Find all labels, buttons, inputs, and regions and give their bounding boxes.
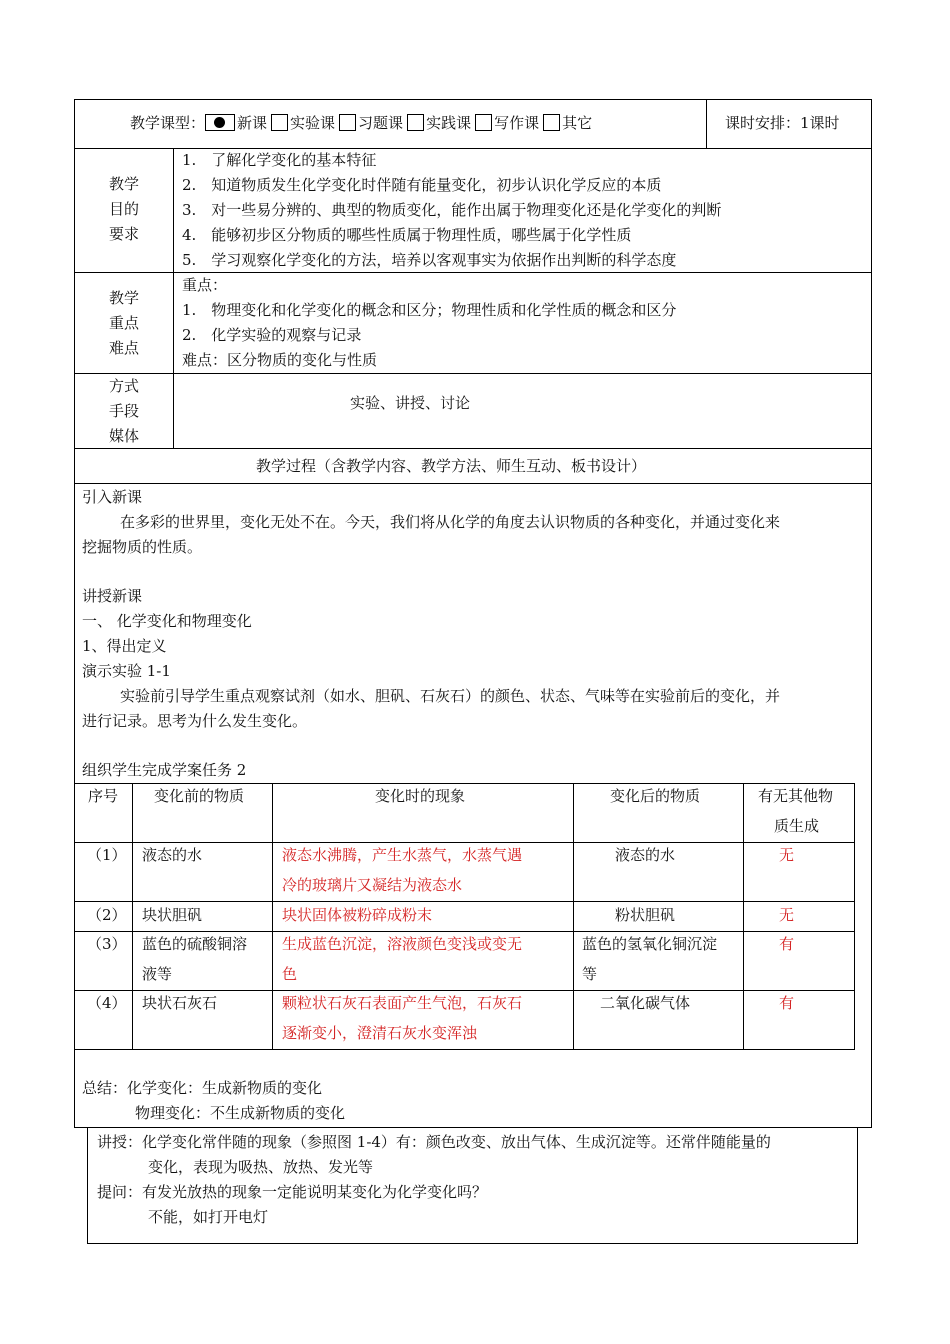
objective-item: 4. 能够初步区分物质的哪些性质属于物理性质，哪些属于化学性质	[182, 226, 632, 244]
schedule: 课时安排：1课时	[725, 114, 840, 132]
table-cell-before: 液态的水	[142, 846, 203, 864]
objective-item: 1. 了解化学变化的基本特征	[182, 151, 377, 169]
table-cell-no: （3）	[87, 935, 127, 953]
lesson-type-option[interactable]	[205, 114, 267, 132]
table-header-after: 变化后的物质	[610, 787, 701, 805]
lecture-note: 变化，表现为吸热、放热、发光等	[148, 1158, 374, 1176]
keypoints-content	[182, 273, 676, 373]
lower-box-border	[87, 1243, 858, 1244]
table-border	[272, 783, 273, 1049]
table-cell-before: 块状石灰石	[142, 994, 218, 1012]
label-line: 要求	[108, 225, 139, 243]
table-cell-new: 无	[779, 906, 795, 924]
table-cell-phenomenon: 冷的玻璃片又凝结为液态水	[282, 876, 463, 894]
lesson-type-option[interactable]	[339, 114, 403, 132]
demo-paragraph-line: 实验前引导学生重点观察试剂（如水、胆矾、石灰石）的颜色、状态、气味等在实验前后的变化，并	[120, 687, 781, 705]
lesson-type-label: 写作课	[494, 114, 540, 132]
intro-paragraph-line: 挖掘物质的性质。	[82, 538, 203, 556]
label-line: 教学	[108, 175, 139, 193]
table-cell-phenomenon: 颗粒状石灰石表面产生气泡，石灰石	[282, 994, 523, 1012]
table-cell-before: 块状胆矾	[142, 906, 203, 924]
lower-box-border	[857, 1127, 858, 1244]
label-line: 难点	[108, 339, 139, 357]
table-cell-no: （2）	[87, 906, 127, 924]
lesson-type-label: 新课	[237, 114, 268, 132]
lecture-note: 讲授：化学变化常伴随的现象（参照图 1-4）有：颜色改变、放出气体、生成沉淀等。还常伴随能量的	[97, 1133, 771, 1151]
lesson-type-label: 其它	[562, 114, 593, 132]
table-cell-phenomenon: 液态水沸腾，产生水蒸气，水蒸气遇	[282, 846, 523, 864]
keypoint-line: 2. 化学实验的观察与记录	[182, 326, 362, 344]
lesson-type-option[interactable]	[271, 114, 335, 132]
lecture-title: 讲授新课	[82, 587, 143, 605]
label-line: 手段	[108, 402, 139, 420]
label-line: 方式	[108, 377, 139, 395]
border-left	[74, 99, 75, 1127]
objective-item: 3. 对一些易分辨的、典型的物质变化，能作出属于物理变化还是化学变化的判断	[182, 201, 722, 219]
table-cell-after: 等	[582, 965, 598, 983]
checked-box-icon[interactable]	[205, 114, 235, 131]
lesson-type-option[interactable]	[475, 114, 539, 132]
lesson-type-label: 习题课	[358, 114, 404, 132]
table-cell-before: 液等	[142, 965, 173, 983]
table-border	[74, 1049, 855, 1050]
border-right	[871, 99, 872, 1127]
table-cell-after: 粉状胆矾	[615, 906, 676, 924]
border	[173, 148, 174, 448]
table-header-before: 变化前的物质	[154, 787, 245, 805]
table-cell-before: 蓝色的硫酸铜溶	[142, 935, 248, 953]
table-cell-after: 液态的水	[615, 846, 676, 864]
table-border	[132, 783, 133, 1049]
table-cell-phenomenon: 块状固体被粉碎成粉末	[282, 906, 433, 924]
objective-item: 2. 知道物质发生化学变化时伴随有能量变化，初步认识化学反应的本质	[182, 176, 662, 194]
table-cell-new: 无	[779, 846, 795, 864]
process-title: 教学过程（含教学内容、教学方法、师生互动、板书设计）	[256, 457, 647, 475]
demo-title: 演示实验 1-1	[82, 662, 171, 680]
label-line: 媒体	[108, 427, 139, 445]
table-cell-phenomenon: 逐渐变小，澄清石灰水变浑浊	[282, 1024, 478, 1042]
label-line: 重点	[108, 314, 139, 332]
lesson-type-option[interactable]	[543, 114, 592, 132]
border	[74, 373, 872, 374]
label-line: 教学	[108, 289, 139, 307]
intro-title: 引入新课	[82, 488, 143, 506]
table-cell-new: 有	[779, 935, 795, 953]
table-cell-after: 二氧化碳气体	[600, 994, 691, 1012]
answer: 不能，如打开电灯	[148, 1208, 269, 1226]
objective-item: 5. 学习观察化学变化的方法，培养以客观事实为依据作出判断的科学态度	[182, 251, 677, 269]
checkbox-icon[interactable]	[543, 114, 560, 131]
border	[74, 448, 872, 449]
table-header-new: 有无其他物	[758, 787, 834, 805]
checkbox-icon[interactable]	[271, 114, 288, 131]
table-border	[854, 783, 855, 1049]
table-border	[743, 783, 744, 1049]
summary-line: 总结：化学变化：生成新物质的变化	[82, 1079, 323, 1097]
border-top	[74, 99, 872, 100]
table-cell-no: （1）	[87, 846, 127, 864]
objectives-list	[182, 148, 721, 273]
table-cell-after: 蓝色的氢氧化铜沉淀	[582, 935, 718, 953]
table-cell-new: 有	[779, 994, 795, 1012]
table-header-no: 序号	[88, 787, 119, 805]
table-cell-no: （4）	[87, 994, 127, 1012]
checkbox-icon[interactable]	[475, 114, 492, 131]
lesson-type-row	[130, 111, 596, 136]
border	[706, 99, 707, 148]
section-heading: 一、 化学变化和物理变化	[82, 612, 252, 630]
subsection-heading: 1、得出定义	[82, 637, 167, 655]
keypoint-line: 难点：区分物质的变化与性质	[182, 351, 378, 369]
objectives-label	[104, 172, 144, 247]
lesson-type-label: 实践课	[426, 114, 472, 132]
methods-label	[104, 374, 144, 449]
question: 提问：有发光放热的现象一定能说明某变化为化学变化吗？	[97, 1183, 488, 1201]
keypoints-label	[104, 286, 144, 361]
label-line: 目的	[108, 200, 139, 218]
checkbox-icon[interactable]	[407, 114, 424, 131]
table-header-phenomenon: 变化时的现象	[375, 787, 466, 805]
border	[74, 1127, 872, 1128]
table-border	[74, 901, 855, 902]
demo-paragraph-line: 进行记录。思考为什么发生变化。	[82, 712, 308, 730]
table-header-new: 质生成	[774, 817, 820, 835]
keypoint-line: 1. 物理变化和化学变化的概念和区分；物理性质和化学性质的概念和区分	[182, 301, 677, 319]
table-cell-phenomenon: 色	[282, 965, 298, 983]
checkbox-icon[interactable]	[339, 114, 356, 131]
summary-line: 物理变化：不生成新物质的变化	[135, 1104, 346, 1122]
lesson-type-options	[205, 114, 596, 132]
border	[74, 483, 872, 484]
table-cell-phenomenon: 生成蓝色沉淀，溶液颜色变浅或变无	[282, 935, 523, 953]
lesson-type-option[interactable]	[407, 114, 471, 132]
methods-value: 实验、讲授、讨论	[350, 394, 471, 412]
lesson-type-label: 实验课	[290, 114, 336, 132]
lesson-type-label: 教学课型：	[130, 114, 206, 132]
intro-paragraph-line: 在多彩的世界里，变化无处不在。今天，我们将从化学的角度去认识物质的各种变化，并通过变化来	[120, 513, 781, 531]
lower-box-border	[87, 1127, 88, 1244]
table-border	[573, 783, 574, 1049]
task-title: 组织学生完成学案任务 2	[82, 761, 247, 779]
keypoint-line: 重点：	[182, 276, 228, 294]
